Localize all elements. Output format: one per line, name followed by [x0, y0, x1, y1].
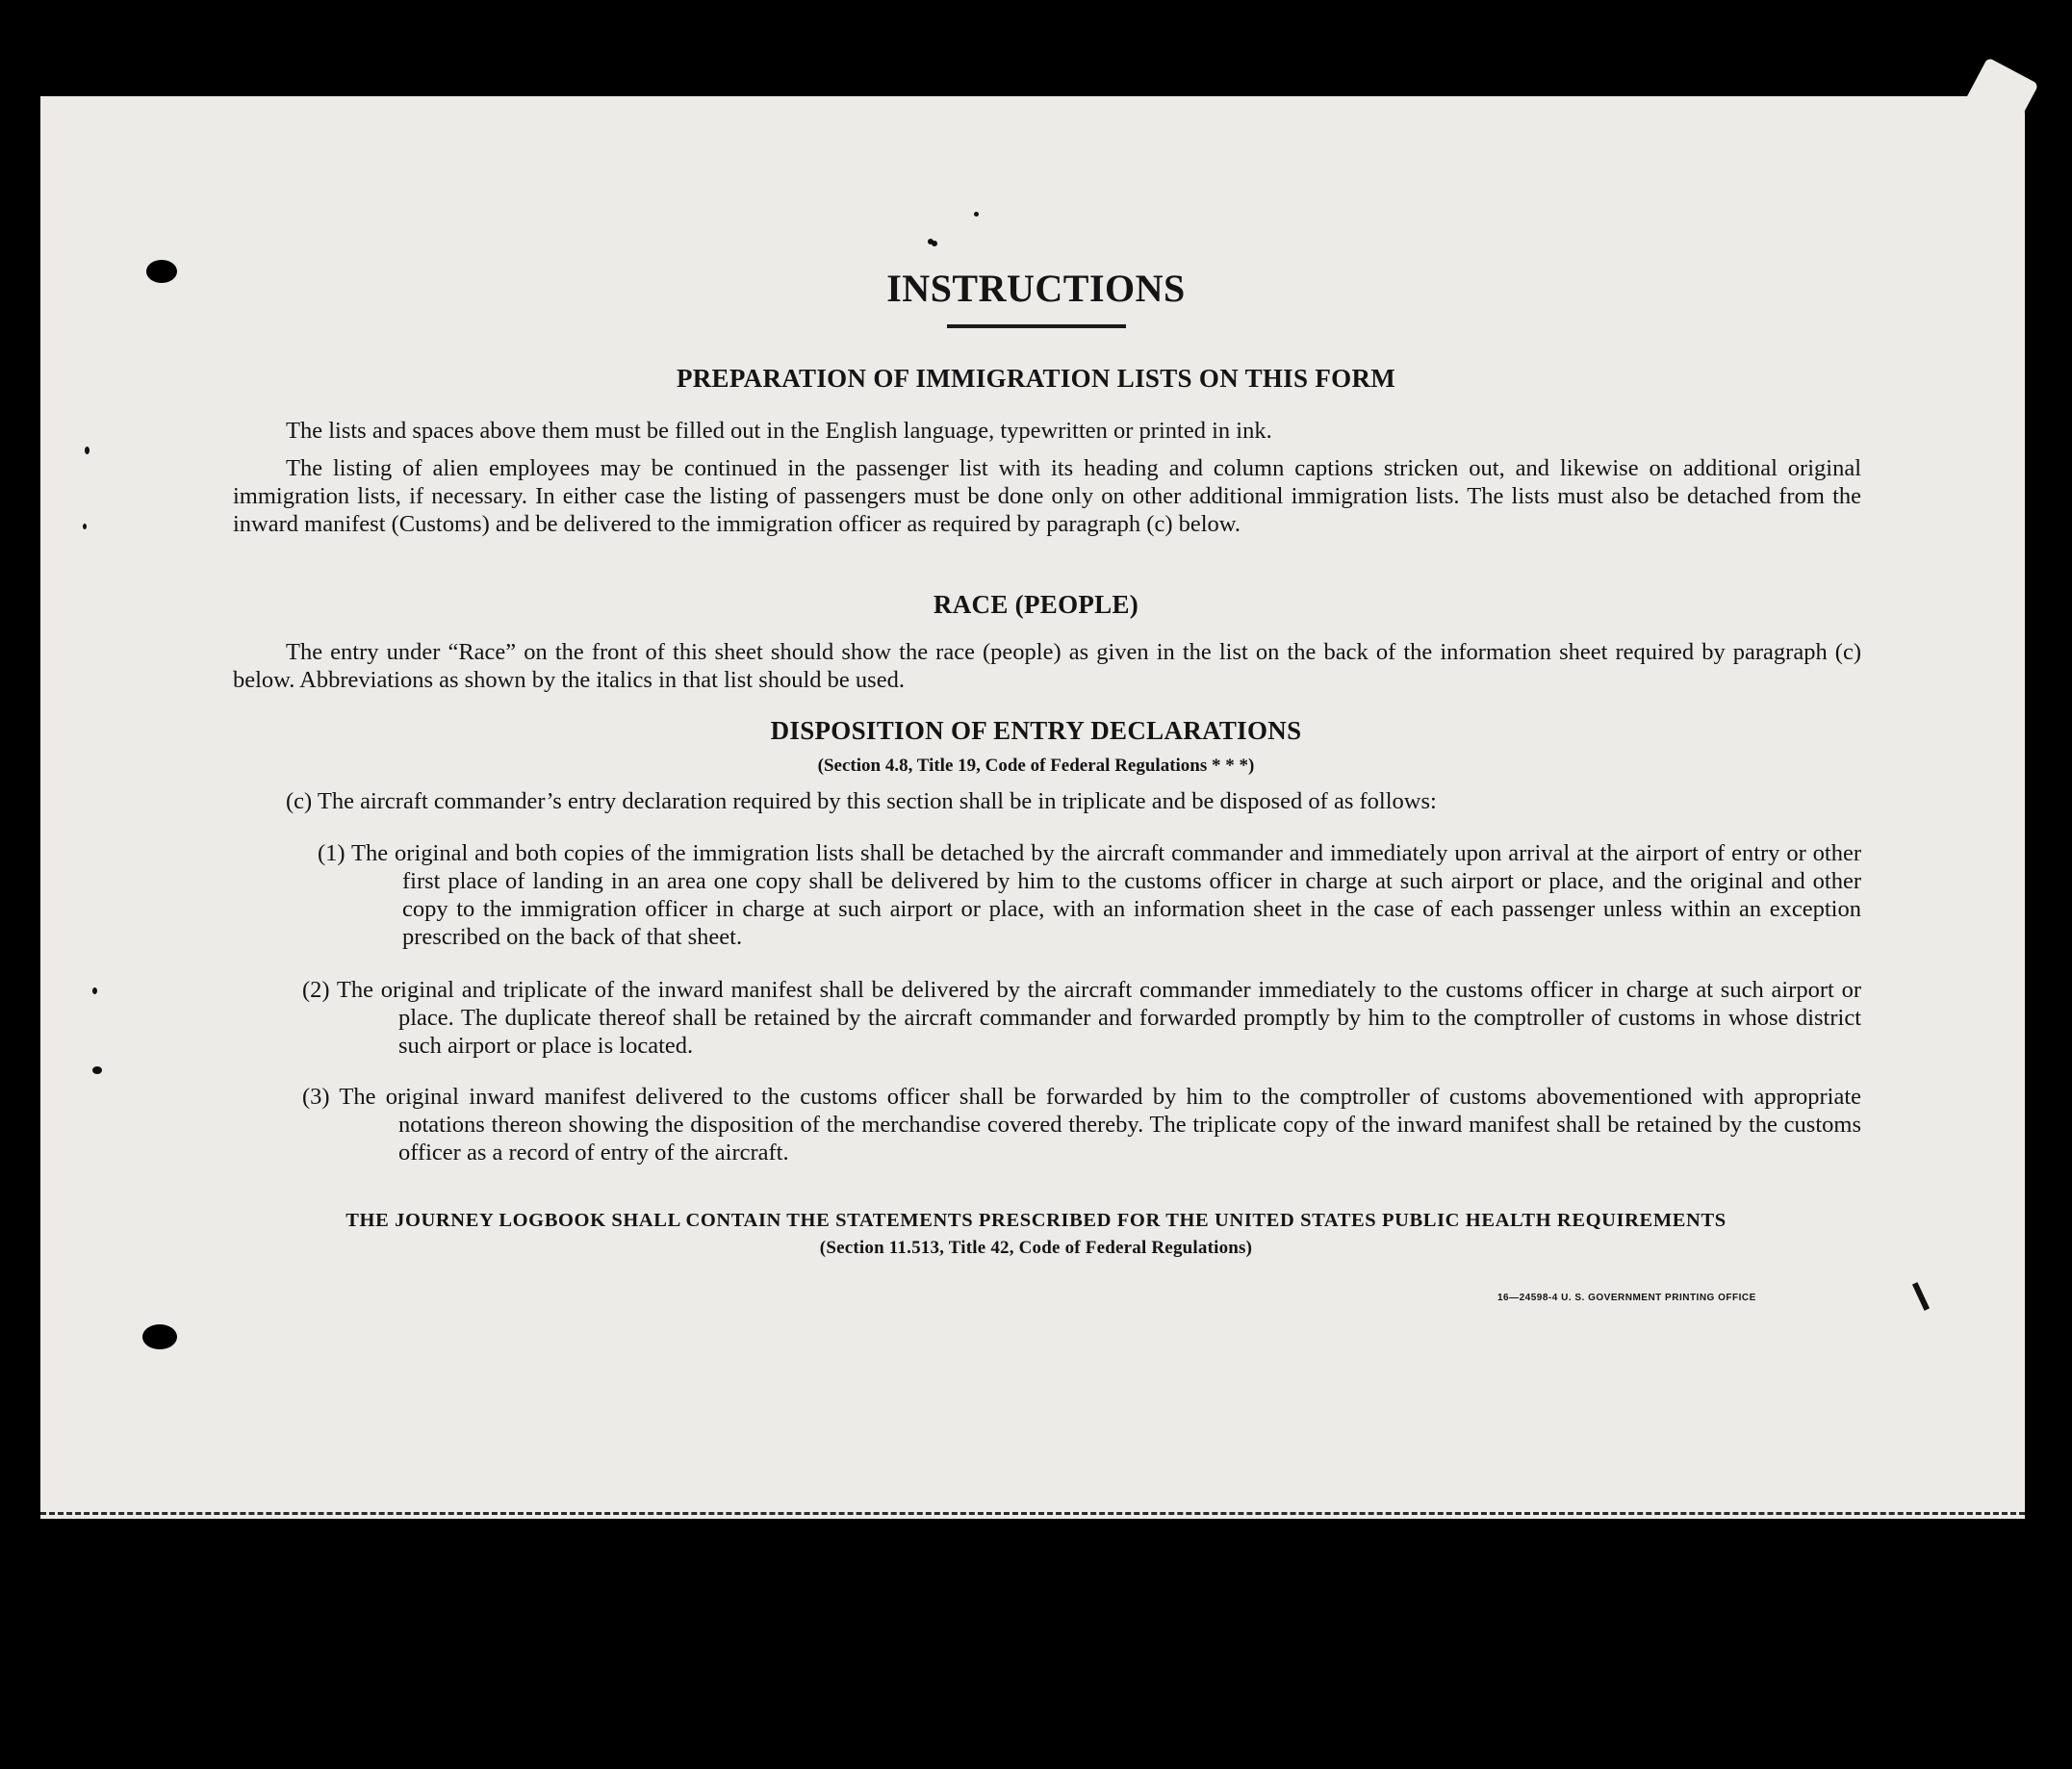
ink-speck	[974, 212, 979, 217]
disposition-item-2: (2) The original and triplicate of the inward manifest shall be delivered by the aircraft commander immediately to the customs officer in charge at such airport or place. The duplicate thereof shall be retained by the aircraft commander and forwarded promptly by him to the comptroller of customs in whose district such airport or place is located.	[302, 977, 1861, 1059]
printing-office-mark: 16—24598-4 U. S. GOVERNMENT PRINTING OFFICE	[1497, 1293, 1756, 1303]
title-underline	[947, 324, 1126, 328]
disposition-intro: (c) The aircraft commander’s entry declaration required by this section shall be in triplicate and be disposed of as follows:	[286, 788, 1437, 814]
disposition-citation: (Section 4.8, Title 19, Code of Federal Regulations * * *)	[817, 756, 1255, 776]
section-heading-race: RACE (PEOPLE)	[933, 590, 1139, 619]
section-heading-preparation: PREPARATION OF IMMIGRATION LISTS ON THIS FORM	[676, 364, 1396, 393]
disposition-item-3: (3) The original inward manifest delivered to the customs officer shall be forwarded by him to the comptroller of customs abovementioned with appropriate notations thereon showing the disposition of the merchandise covered thereby. The triplicate copy of the inward manifest shall be retained by the customs officer as a record of entry of the aircraft.	[302, 1084, 1861, 1166]
document-title: INSTRUCTIONS	[886, 267, 1186, 310]
disposition-item-1: (1) The original and both copies of the immigration lists shall be detached by the aircraft commander and immediately upon arrival at the airport of entry or other first place of landing in an area one copy shall be delivered by him to the customs officer in charge at such airport or place, and the original and other copy to the immigration officer in charge at such airport or place, with an information sheet in the case of each passenger unless within an exception prescribed on the back of that sheet.	[318, 840, 1861, 950]
punch-hole	[142, 1324, 177, 1349]
ink-speck	[92, 1066, 102, 1074]
document-heading	[0, 266, 2072, 328]
preparation-paragraph-2: The listing of alien employees may be continued in the passenger list with its heading and column captions stricken out, and likewise on additional original immigration lists, if necessary. In either case the listing of passengers must be done only on other additional immigration lists. The lists must also be detached from the inward manifest (Customs) and be delivered to the immigration officer as required by paragraph (c) below.	[233, 455, 1861, 537]
perforation-line	[40, 1512, 2025, 1515]
ink-speck	[932, 241, 937, 246]
health-requirements-statement: THE JOURNEY LOGBOOK SHALL CONTAIN THE STATEMENTS PRESCRIBED FOR THE UNITED STATES PUBLIC HEALTH REQUIREMENTS	[345, 1210, 1727, 1231]
ink-speck	[92, 987, 97, 994]
health-requirements-citation: (Section 11.513, Title 42, Code of Federal Regulations)	[819, 1238, 1253, 1258]
ink-speck	[85, 447, 90, 454]
race-paragraph: The entry under “Race” on the front of this sheet should show the race (people) as given in the list on the back of the information sheet required by paragraph (c) below. Abbreviations as shown by the italics in that list should be used.	[233, 639, 1861, 693]
ink-speck	[83, 524, 87, 529]
section-heading-disposition: DISPOSITION OF ENTRY DECLARATIONS	[770, 716, 1302, 745]
preparation-paragraph-1: The lists and spaces above them must be filled out in the English language, typewritten or printed in ink.	[286, 418, 1272, 444]
